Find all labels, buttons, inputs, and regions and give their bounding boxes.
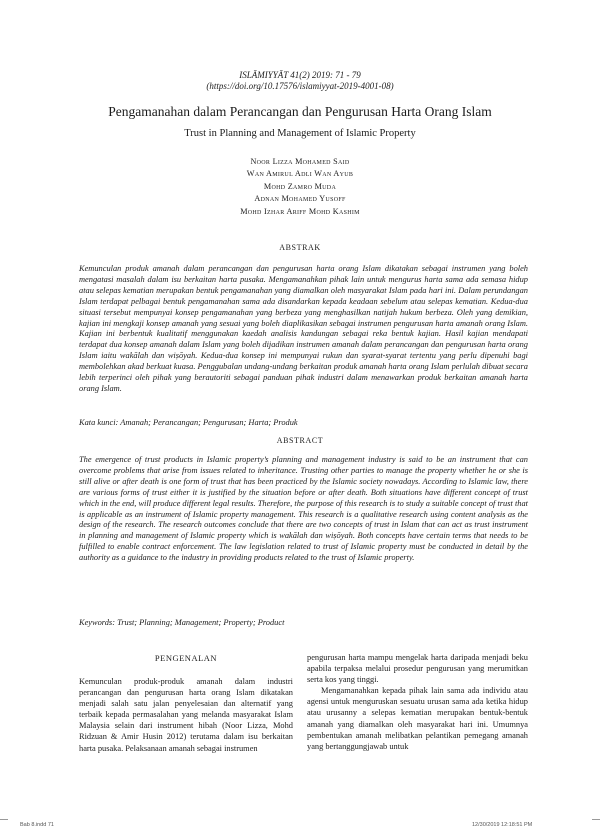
doi-link[interactable]: (https://doi.org/10.17576/islamiyyat-2019-4001-08) — [206, 81, 394, 91]
keywords: Keywords: Trust; Planning; Management; Property; Product — [79, 618, 285, 627]
body-paragraph: Kemunculan produk-produk amanah dalam industri perancangan dan pengurusan harta orang Islam dikatakan menjadi salah satu jalan penyelesaian dan alternatif yang terbaik kepada permasalahan yang melanda masyarakat Islam Malaysia selain dari instrument hibah (Noor Lizza, Mohd Ridzuan & Amir Husin 2012) terutama dalam isu berkaitan harta pusaka. Pelaksanaan amanah sebagai instrumen — [79, 677, 293, 753]
kata-kunci: Kata kunci: Amanah; Perancangan; Pengurusan; Harta; Produk — [79, 418, 298, 427]
footer-file-info: Bab 8.indd 71 — [20, 822, 54, 828]
author-name: Mohd Zamro Muda — [263, 181, 337, 191]
author-list — [0, 156, 600, 218]
footer-timestamp: 12/30/2019 12:18:51 PM — [472, 822, 533, 828]
body-column-right — [307, 652, 528, 752]
abstrak-text: Kemunculan produk amanah dalam perancangan dan pengurusan harta orang Islam dikatakan sebagai instrumen yang boleh mengatasi masalah dalam isu berkaitan harta pusaka. Mengamanahkan pihak lain untuk mengurus harta sama ada semasa hidup atau selepas kematian merupakan bentuk pengamanahan yang diamalkan oleh masyarakat Islam pada hari ini. Dalam perundangan Islam terdapat pelbagai bentuk pengamanahan sama ada disandarkan kepada keadaan sebelum atau selepas kematian. Kedua-dua situasi tersebut mempunyai konsep pengamanahan yang berbeza yang menghasilkan natijah hukum berbeza. Oleh yang demikian, kajian ini mengkaji konsep amanah yang sesuai yang boleh diaplikasikan sebagai instrumen pengurusan harta amanah orang Islam. Kajian ini berbentuk kualitatif menggunakan kaedah analisis kandungan sebagai reka bentuk kajian. Hasil kajian mendapati terdapat dua konsep amanah dalam Islam yang boleh dijadikan instrumen amanah dalam perancangan dan pengurusan harta orang Islam iaitu wakālah dan wiṣōyah. Kedua-dua konsep ini mempunyai rukun dan syarat-syarat tertentu yang perlu dipenuhi bagi membolehkan akad berkuat kuasa. Penggubalan undang-undang berkaitan produk amanah harta orang Islam perlulah dibuat secara lebih terperinci oleh pihak yang berautoriti sebagai panduan pihak industri dalam menawarkan produk berkaitan amanah harta orang Islam. — [79, 264, 528, 393]
crop-mark — [592, 819, 600, 820]
journal-header — [0, 70, 600, 92]
body-paragraph: pengurusan harta mampu mengelak harta daripada menjadi beku apabila terpaksa melalui prosedur pengurusan yang merumitkan serta kos yang tinggi. — [307, 653, 528, 685]
section-heading-pengenalan: PENGENALAN — [154, 653, 218, 663]
crop-mark — [0, 819, 8, 820]
author-name: Mohd Izhar Ariff Mohd Kashim — [240, 206, 360, 216]
title-english: Trust in Planning and Management of Islamic Property — [184, 128, 416, 139]
journal-citation: ISLĀMIYYĀT 41(2) 2019: 71 - 79 — [239, 70, 361, 80]
body-column-left — [79, 676, 293, 754]
author-name: Noor Lizza Mohamed Said — [250, 157, 350, 166]
title-malay: Pengamanahan dalam Perancangan dan Pengurusan Harta Orang Islam — [108, 104, 492, 119]
abstract-text: The emergence of trust products in Islamic property’s planning and management industry is said to be an instrument that can overcome problems that arise from issues related to inheritance. Trusting other parties to manage the property whether he or she is still alive or after death is one form of trust that has been practiced by the Islamic society nowadays. According to Islamic law, there are various forms of trust either it is justified by the situation before or after death. Both situations have different concept of trust which in the end, will produce different legal results. Therefore, the purpose of this research is to study a suitable concept of trust that is applicable as an instrument of Islamic property management. This research is a qualitative research using content analysis as the design of the research. The research outcomes conclude that there are two concepts of trust in Islam that can act as trust instrument in planning and management of Islamic property which is wakālah dan wiṣōyah. Both concepts have certain terms that needs to be fulfilled to enable contract enforcement. The law legislation related to trust of Islamic property must be conducted in detail by the authority as a guidance to the industry in providing products related to the trust of Islamic property. — [79, 455, 528, 563]
author-name: Adnan Mohamed Yusoff — [254, 194, 346, 204]
abstrak-heading: ABSTRAK — [279, 243, 321, 252]
body-paragraph: Mengamanahkan kepada pihak lain sama ada individu atau agensi untuk menguruskan sesuatu urusan sama ada ketika hidup atau urusanny a selepas kematian merupakan bentuk-bentuk amanah yang diamalkan oleh masyarakat hari ini. Umumnya pembentukan amanah melibatkan pelantikan pemegang amanah yang bertanggungjawab untuk — [307, 686, 528, 751]
abstract-heading: ABSTRACT — [276, 436, 324, 445]
author-name: Wan Amirul Adli Wan Ayub — [246, 169, 354, 179]
